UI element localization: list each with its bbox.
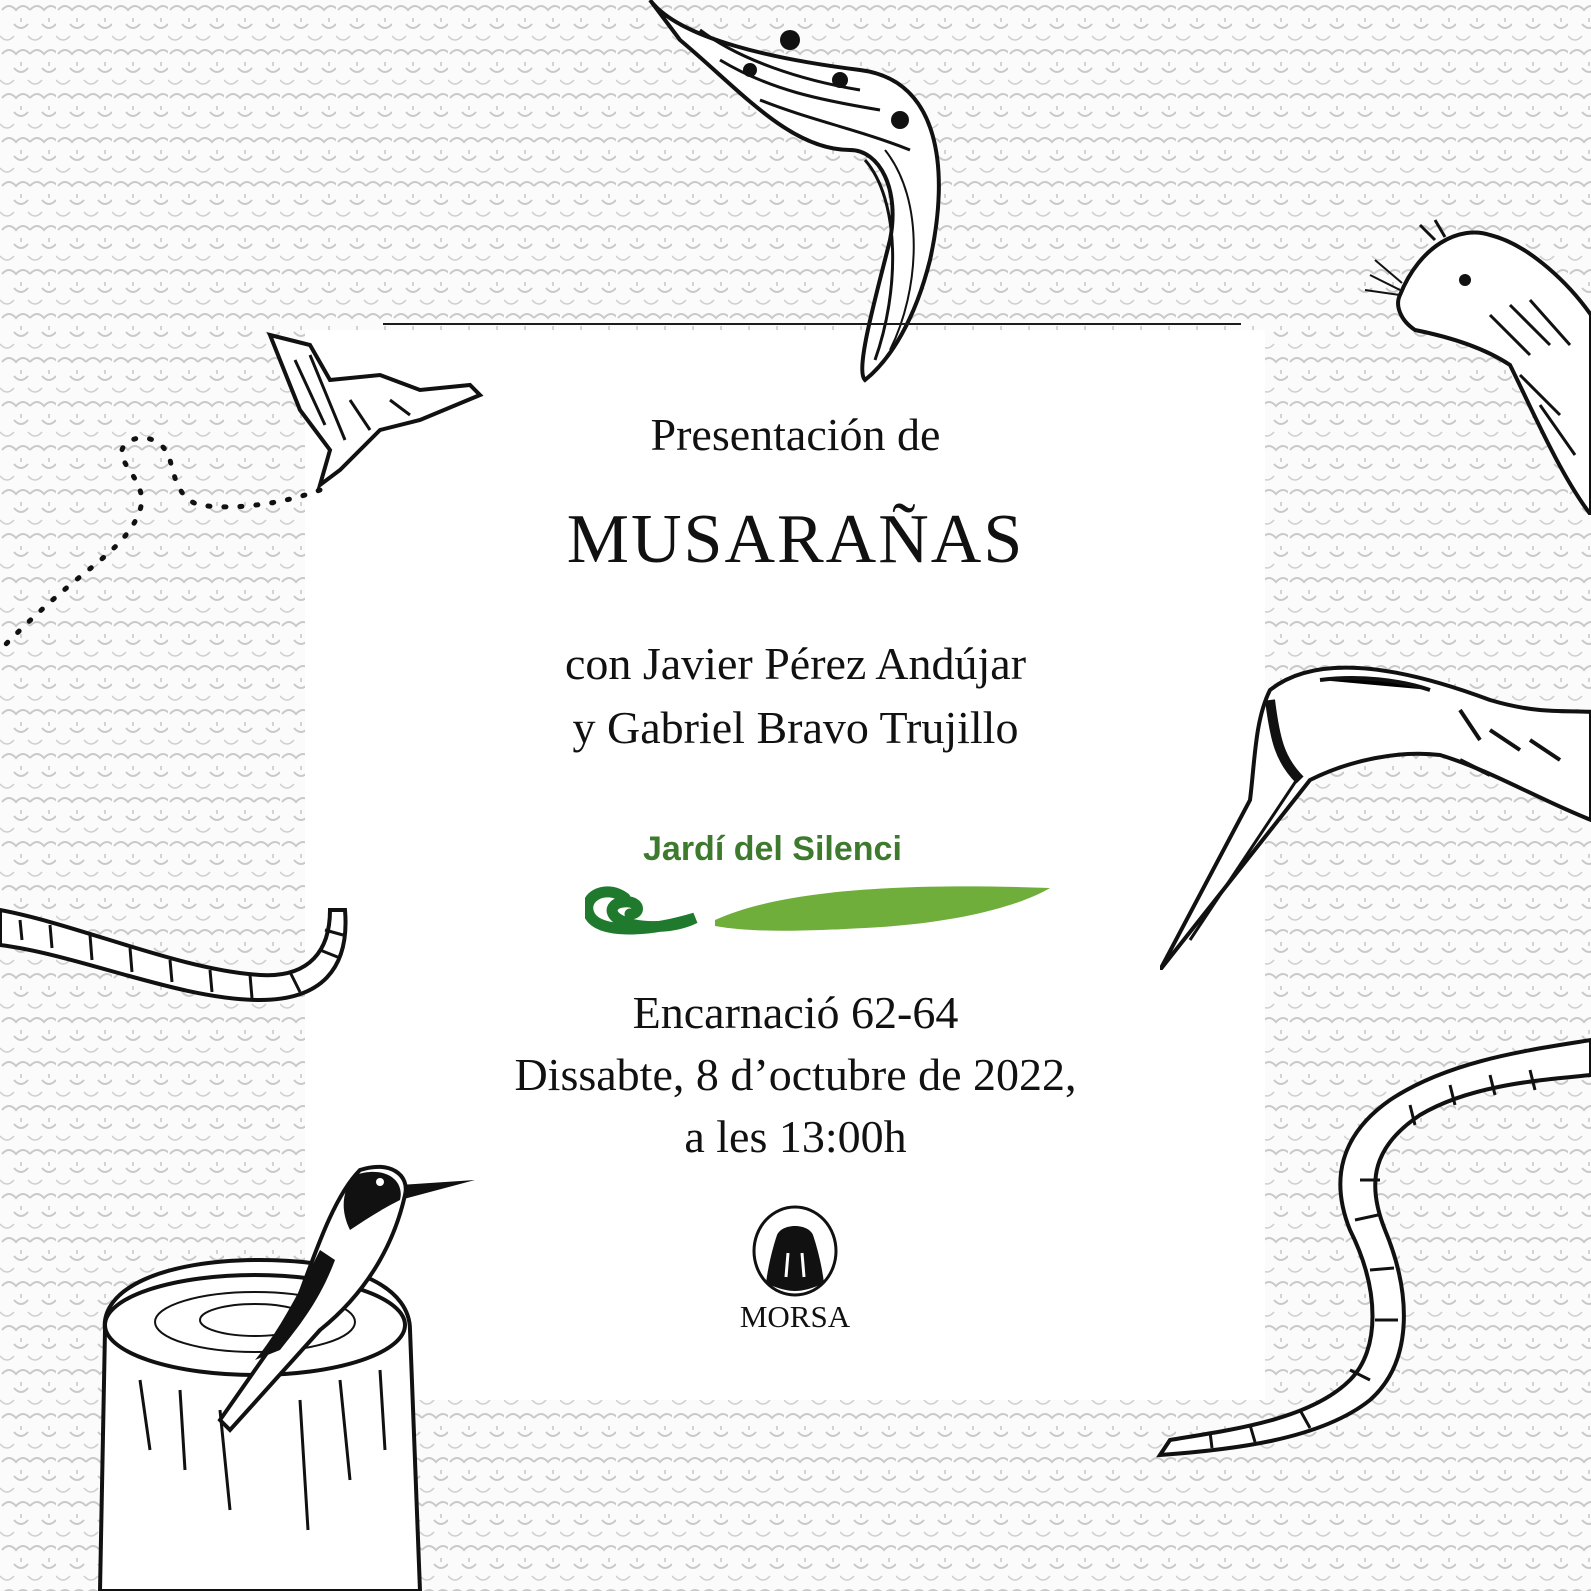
speaker-line: y Gabriel Bravo Trujillo <box>572 702 1019 753</box>
venue-address: Encarnació 62-64 <box>632 987 959 1038</box>
weasel-illustration <box>1360 205 1591 515</box>
bat-illustration <box>0 330 490 660</box>
walrus-logo-icon <box>752 1205 838 1297</box>
venue-logo <box>585 830 1065 960</box>
book-title: MUSARAÑAS <box>566 501 1025 578</box>
publisher-logo <box>725 1205 865 1345</box>
intro-text: Presentación de <box>650 409 941 460</box>
event-details <box>0 982 1591 1168</box>
event-date: Dissabte, 8 d’octubre de 2022, <box>514 1049 1077 1100</box>
magpie-on-stump-illustration <box>80 1150 490 1591</box>
leaf-logo-icon <box>585 878 1055 938</box>
shrew-tail-illustration <box>640 0 970 390</box>
divider-line <box>383 323 1241 325</box>
venue-name: Jardí del Silenci <box>643 830 902 868</box>
speaker-line: con Javier Pérez Andújar <box>564 638 1027 689</box>
speakers <box>0 632 1591 760</box>
publisher-name: MORSA <box>739 1299 851 1334</box>
event-time: a les 13:00h <box>684 1111 907 1162</box>
